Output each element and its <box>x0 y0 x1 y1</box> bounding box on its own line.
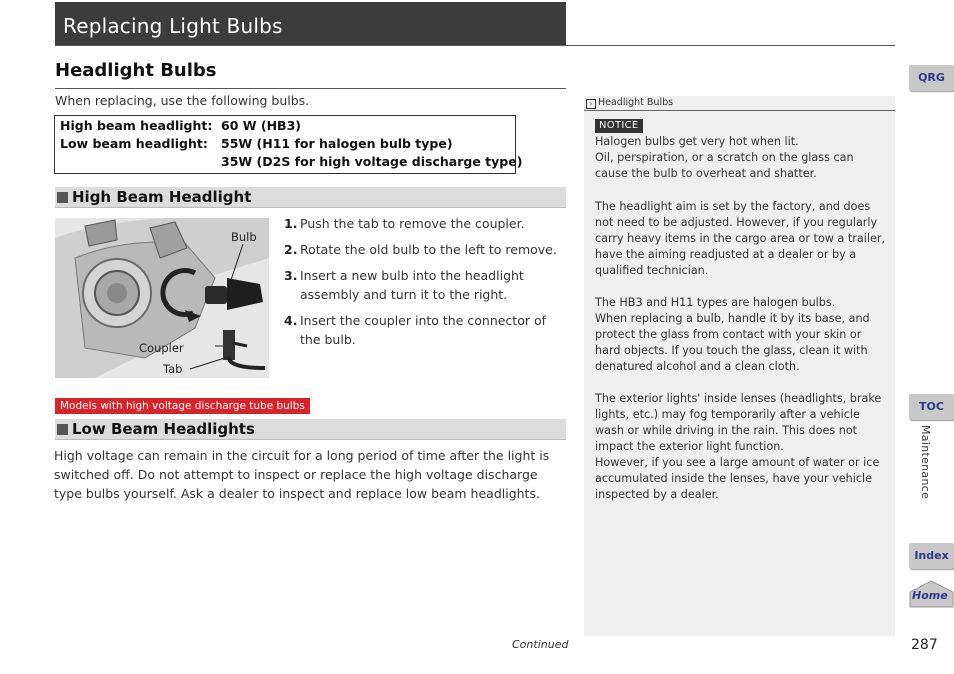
table-row <box>60 118 212 133</box>
table-value: 60 W (HB3) <box>221 118 301 133</box>
table-row <box>60 136 208 151</box>
low-beam-title: Low Beam Headlights <box>72 420 255 438</box>
list-item <box>284 240 568 259</box>
reference-arrow-icon: › <box>586 99 596 109</box>
step-number: 2. <box>284 242 298 257</box>
step-text: Push the tab to remove the coupler. <box>300 216 525 231</box>
sidebar-paragraph: The exterior lights' inside lenses (headlights, brake lights, etc.) may fog temporarily after a vehicle wash or while driving in the rain. This does not impact the exterior light function. However, if you see a large amount of water or ice accumulated inside the lenses, have your vehicle inspected by a dealer. <box>595 392 882 501</box>
qrg-button[interactable]: QRG <box>909 65 954 91</box>
step-text: Insert the coupler into the connector of the bulb. <box>300 313 547 347</box>
low-beam-text: High voltage can remain in the circuit for a long period of time after the light is switched off. Do not attempt to inspect or replace the high voltage discharge type bulbs yourself. Ask a dealer to inspect and replace low beam headlights. <box>54 448 550 501</box>
home-label: Home <box>912 589 948 602</box>
tab-label: Tab <box>163 362 183 376</box>
header-divider <box>55 45 895 46</box>
headlight-figure <box>55 218 269 378</box>
list-item <box>284 214 568 233</box>
step-number: 1. <box>284 216 298 231</box>
home-button[interactable] <box>909 580 954 608</box>
table-label: High beam headlight: <box>60 118 213 133</box>
bullet-square-icon <box>57 424 68 435</box>
step-number: 3. <box>284 268 298 283</box>
notice-badge: NOTICE <box>595 119 643 133</box>
table-value: 35W (D2S for high voltage discharge type) <box>221 154 523 169</box>
step-text: Insert a new bulb into the headlight assembly and turn it to the right. <box>300 268 524 302</box>
chapter-label-text: Maintenance <box>919 425 932 500</box>
step-text: Rotate the old bulb to the left to remove. <box>300 242 557 257</box>
list-item <box>284 311 568 349</box>
sidebar-paragraph: The HB3 and H11 types are halogen bulbs. When replacing a bulb, handle it by its base, and protect the glass from contact with your skin or hard objects. If you touch the glass, clean it with denatured alcohol and a clean cloth. <box>595 296 870 373</box>
continued-label: Continued <box>512 638 569 651</box>
section-divider <box>55 88 566 89</box>
high-beam-title: High Beam Headlight <box>72 188 252 206</box>
step-number: 4. <box>284 313 298 328</box>
table-value: 55W (H11 for halogen bulb type) <box>221 136 453 151</box>
models-tag: Models with high voltage discharge tube bulbs <box>55 398 310 414</box>
table-row <box>221 136 453 151</box>
bulb-label: Bulb <box>231 230 257 244</box>
sidebar-paragraph: Halogen bulbs get very hot when lit. Oil, perspiration, or a scratch on the glass can cause the bulb to overheat and shatter. <box>595 135 854 180</box>
intro-text: When replacing, use the following bulbs. <box>55 93 310 108</box>
index-button[interactable]: Index <box>909 543 954 569</box>
list-item <box>284 266 568 304</box>
section-title: Headlight Bulbs <box>55 60 217 81</box>
bullet-square-icon <box>57 192 68 203</box>
coupler-label: Coupler <box>139 341 184 355</box>
replacement-steps <box>284 214 568 356</box>
bulb-spec-table <box>54 115 523 174</box>
table-label: Low beam headlight: <box>60 136 208 151</box>
chapter-label <box>914 425 944 505</box>
table-row <box>221 118 301 133</box>
page-number: 287 <box>911 637 938 653</box>
page-title: Replacing Light Bulbs <box>63 14 283 38</box>
sidebar-heading-text: Headlight Bulbs <box>598 97 674 108</box>
sidebar-heading <box>584 96 895 111</box>
table-row <box>221 154 522 169</box>
toc-button[interactable]: TOC <box>909 394 954 420</box>
sidebar-paragraph: The headlight aim is set by the factory, and does not need to be adjusted. However, if you regularly carry heavy items in the cargo area or tow a trailer, have the aiming readjusted at a dealer or by a qualified technician. <box>595 200 886 277</box>
